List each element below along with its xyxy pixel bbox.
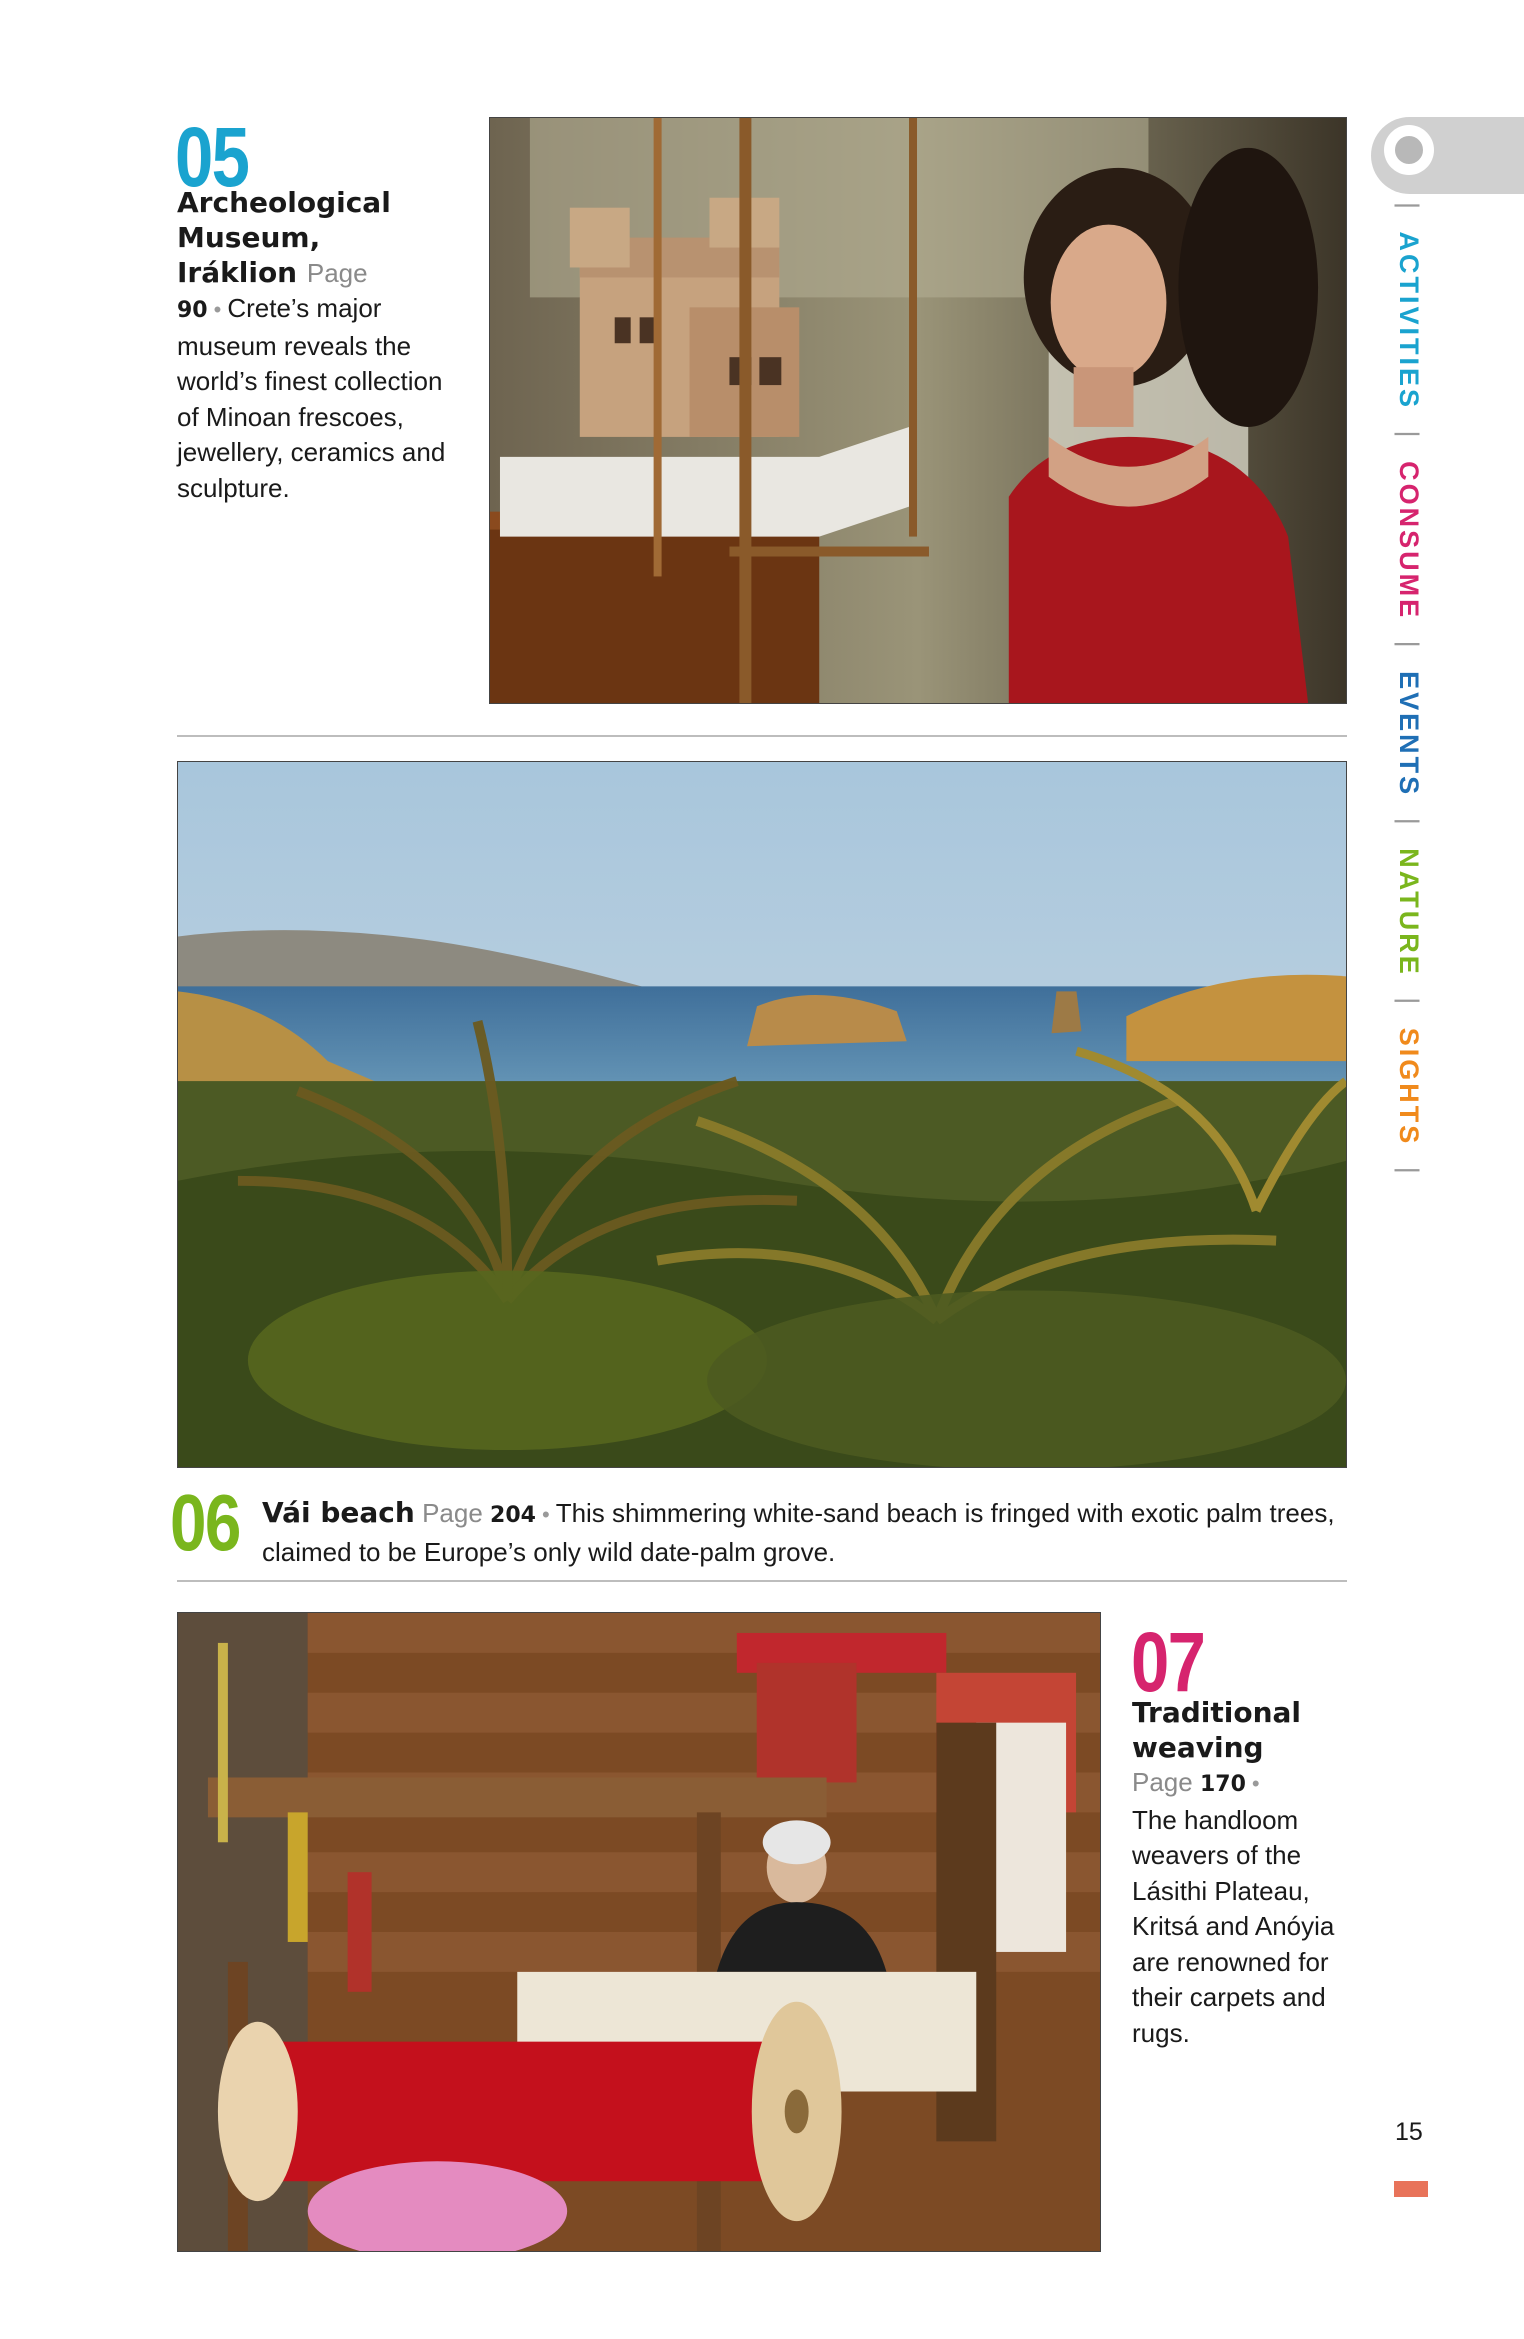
- entry-06-description: This shimmering white-sand beach is fringed with exotic palm trees, claimed to be Europe’s only wild date-palm grove.: [262, 1498, 1335, 1567]
- entry-06-page-number: 204: [490, 1503, 536, 1528]
- nav-separator: |: [1394, 997, 1424, 1008]
- entry-07-page-number: 170: [1199, 1772, 1246, 1797]
- entry-06-page-label: Page: [422, 1498, 483, 1528]
- entry-05-page-label: Page: [306, 258, 368, 288]
- entry-07-text: [1132, 1695, 1357, 2051]
- bullet-icon: •: [541, 1502, 550, 1527]
- entry-07-page-label: Page: [1132, 1767, 1193, 1797]
- nav-item-nature[interactable]: NATURE: [1394, 848, 1424, 977]
- entry-06-number: 06: [170, 1478, 240, 1567]
- entry-07-title: Traditional weaving: [1132, 1696, 1302, 1764]
- page-marker: [1394, 2181, 1428, 2197]
- bullet-icon: •: [213, 297, 222, 322]
- entry-07-number: 07: [1131, 1615, 1205, 1709]
- nav-separator: |: [1394, 430, 1424, 441]
- circle-icon: [1384, 125, 1434, 175]
- entry-05-title: Archeological Museum, Iráklion Page: [177, 186, 391, 289]
- nav-separator: |: [1394, 817, 1424, 828]
- entry-05-text: [177, 185, 447, 506]
- divider-rule: [177, 735, 1347, 737]
- entry-05-number: 05: [175, 110, 249, 204]
- nav-separator: |: [1394, 640, 1424, 651]
- entry-07-description: The handloom weavers of the Lásithi Plateau, Kritsá and Anóyia are renowned for their carpets and rugs.: [1132, 1804, 1335, 2048]
- nav-item-consume[interactable]: CONSUME: [1394, 461, 1424, 621]
- vai-beach-photo: [177, 761, 1347, 1468]
- nav-separator: |: [1394, 202, 1424, 213]
- museum-photo: [489, 117, 1347, 704]
- entry-06-text: [262, 1495, 1342, 1570]
- nav-item-events[interactable]: EVENTS: [1394, 671, 1424, 798]
- section-nav[interactable]: [1393, 192, 1424, 1187]
- divider-rule: [177, 1580, 1347, 1582]
- nav-item-activities[interactable]: ACTIVITIES: [1394, 231, 1424, 411]
- nav-separator: |: [1394, 1166, 1424, 1177]
- page-number: 15: [1395, 2118, 1423, 2146]
- entry-06-title: Vái beach: [262, 1496, 415, 1529]
- weaving-photo: [177, 1612, 1101, 2252]
- bullet-icon: •: [1251, 1771, 1260, 1796]
- nav-item-sights[interactable]: SIGHTS: [1394, 1027, 1424, 1147]
- entry-05-page-number: 90: [177, 298, 208, 323]
- entry-05-description: Crete’s major museum reveals the world’s finest collection of Minoan frescoes, jewellery, ceramics and sculpture.: [177, 293, 446, 503]
